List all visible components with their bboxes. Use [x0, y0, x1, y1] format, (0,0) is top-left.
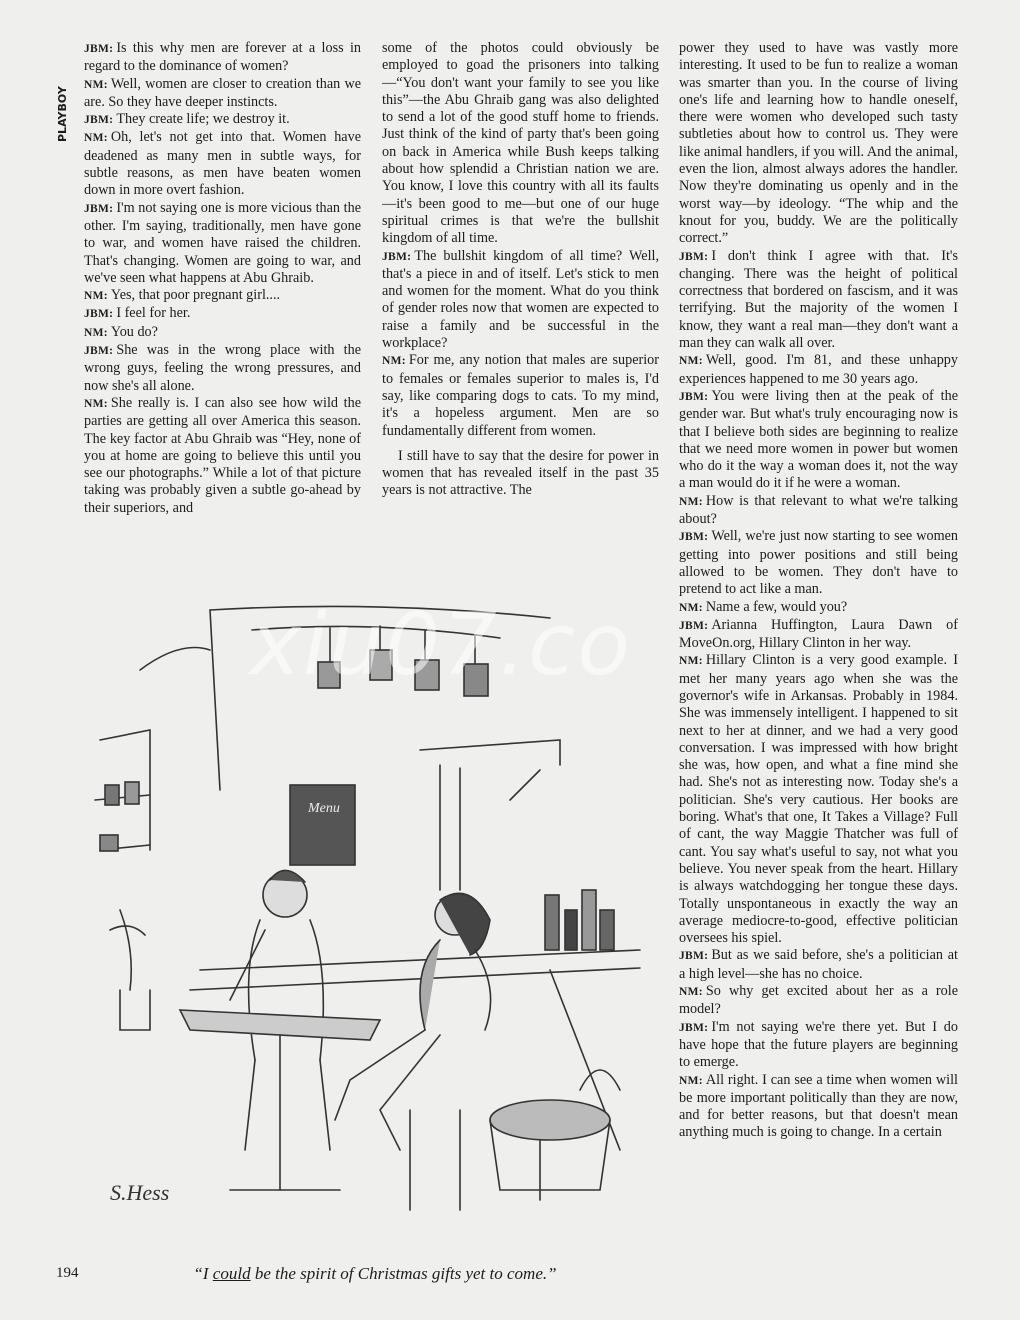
text-column-2	[382, 40, 659, 500]
interview-paragraph	[84, 129, 361, 199]
interview-paragraph	[84, 111, 361, 129]
interview-paragraph	[84, 200, 361, 287]
artist-signature: S.Hess	[110, 1180, 170, 1205]
paragraph-text: Well, women are closer to creation than we are. So they have deeper instincts.	[84, 75, 361, 110]
interview-paragraph	[84, 40, 361, 76]
interview-paragraph	[679, 493, 958, 529]
interview-paragraph	[679, 352, 958, 388]
interview-paragraph	[84, 342, 361, 395]
interview-paragraph	[679, 40, 958, 248]
interview-paragraph	[679, 528, 958, 598]
speaker-label: NM:	[679, 986, 703, 999]
caption-pre: “I	[193, 1264, 213, 1283]
interview-paragraph	[679, 1072, 958, 1142]
speaker-label: NM:	[679, 1074, 703, 1087]
paragraph-text: You do?	[110, 323, 158, 340]
caption-post: be the spirit of Christmas gifts yet to come.”	[250, 1264, 557, 1283]
interview-paragraph	[84, 395, 361, 517]
paragraph-text: Arianna Huffington, Laura Dawn of MoveOn.org, Hillary Clinton in her way.	[679, 616, 958, 652]
speaker-label: JBM:	[84, 202, 114, 215]
paragraph-text: For me, any notion that males are superior to females or females superior to males is, I'd say, like comparing dogs to cats. To my mind, it's a hopeless argument. Men are so fundamentally different from women.	[382, 352, 659, 439]
speaker-label: JBM:	[679, 950, 709, 963]
text-column-3	[679, 40, 958, 1142]
paragraph-text: She really is. I can also see how wild the parties are getting all over America this season. The key factor at Abu Ghraib was “Hey, none of you at home are going to believe this until you see our photographs.” While a lot of that picture taking was probably given a subtle go-ahead by their superiors, and	[84, 394, 361, 516]
paragraph-text: All right. I can see a time when women will be more important politically than they are now, and for better reasons, but that doesn't mean anything much is going to change. In a certain	[679, 1071, 958, 1141]
paragraph-text: So why get excited about her as a role model?	[679, 983, 958, 1018]
paragraph-text: How is that relevant to what we're talking about?	[679, 492, 958, 528]
speaker-label: NM:	[382, 355, 406, 368]
interview-paragraph	[679, 947, 958, 983]
interview-paragraph	[382, 248, 659, 353]
speaker-label: JBM:	[84, 308, 114, 321]
paragraph-text: They create life; we destroy it.	[116, 111, 290, 128]
speaker-label: NM:	[679, 655, 703, 668]
paragraph-text: But as we said before, she's a politician at a high level—she has no choice.	[679, 947, 958, 982]
interview-paragraph	[679, 599, 958, 617]
speaker-label: JBM:	[679, 531, 709, 544]
speaker-label: NM:	[679, 495, 703, 508]
paragraph-text: I don't think I agree with that. It's changing. There was the height of political correctness that bordered on fascism, and it was terrifying. But the majority of the women I know, they want a real man—they don't want a man they can walk all over.	[679, 247, 958, 352]
paragraph-text: Is this why men are forever at a loss in regard to the dominance of women?	[84, 40, 361, 75]
speaker-label: NM:	[84, 132, 108, 145]
paragraph-text: I'm not saying we're there yet. But I do have hope that the future players are beginning to emerge.	[679, 1018, 958, 1071]
paragraph-text: Yes, that poor pregnant girl....	[110, 287, 281, 304]
interview-paragraph	[382, 352, 659, 439]
text-column-1	[84, 40, 361, 517]
paragraph-text: Hillary Clinton is a very good example. I met her many years ago when she was the governor's wife in Arkansas. Probably in 1984. She was immensely intelligent. I happened to sit next to her at dinner, and we had a very good conversation. I was impressed with how bright she was, how open, and what a fine mind she had. She's not as interesting now. Today she's a politician. She's very cautious. Her books are boring. What's that one, It Takes a Village? Full of cant, the way Maggie Thatcher was full of cant. You say what's useful to say, not what you believe. You never speak from the heart. Hillary is always watchdogging her tongue these days. Totally unspontaneous in exactly the way an average mediocre-to-good, effective politician oversees his spiel.	[679, 652, 958, 947]
watermark-text: xiu07.co	[250, 595, 632, 695]
interview-paragraph	[84, 324, 361, 342]
speaker-label: NM:	[84, 326, 108, 339]
interview-paragraph	[382, 40, 659, 248]
speaker-label: NM:	[679, 601, 703, 614]
speaker-label: JBM:	[679, 1021, 709, 1034]
paragraph-text: some of the photos could obviously be employed to goad the prisoners into talking—“You don't want your family to see you like this”—the Abu Ghraib gang was also delighted to send a lot of the good stuff home to friends. Just think of the kind of party that's been going on back in America while Bush keeps talking about how splendid a Christian nation we are. You know, I love this country with all its faults—it's been good to me—but one of our huge spiritual crimes is that we're the bullshit kingdom of all time.	[382, 40, 659, 247]
speaker-label: NM:	[84, 397, 108, 410]
paragraph-text: Well, good. I'm 81, and these unhappy experiences happened to me 30 years ago.	[679, 352, 958, 387]
menu-board-text: Menu	[308, 801, 340, 816]
interview-paragraph	[679, 388, 958, 493]
interview-paragraph	[679, 1019, 958, 1072]
speaker-label: JBM:	[679, 390, 709, 403]
interview-paragraph	[382, 448, 659, 500]
paragraph-text: I still have to say that the desire for power in women that has revealed itself in the past 35 years is not attractive. The	[382, 447, 659, 499]
interview-paragraph	[679, 248, 958, 353]
paragraph-text: power they used to have was vastly more interesting. It used to be fun to realize a woman was smarter than you. In the course of living one's life and learning how to handle oneself, there were women who developed such tasty subtleties about how to control us. They were like animal handlers, if you will. And the animal, even the lion, almost always adores the handler. Now they're dominating us openly and in the worst way—by ideology. “The whip and the knout for you, buddy. We are the politically correct.”	[679, 40, 958, 247]
paragraph-text: Well, we're just now starting to see women getting into power positions and still being allowed to be women. They don't have to pretend to act like a man.	[679, 528, 958, 598]
speaker-label: JBM:	[382, 250, 412, 263]
interview-paragraph	[84, 287, 361, 305]
interview-paragraph	[679, 617, 958, 653]
masthead-vertical: PLAYBOY	[56, 86, 69, 142]
page-number: 194	[56, 1265, 79, 1281]
speaker-label: JBM:	[679, 619, 709, 632]
paragraph-text: Name a few, would you?	[705, 598, 848, 615]
paragraph-text: The bullshit kingdom of all time? Well, that's a piece in and of itself. Let's stick to men and women for the moment. What do you think of gender roles now that women are expected to raise a family and be successful in the workplace?	[382, 247, 659, 352]
interview-paragraph	[679, 983, 958, 1019]
paragraph-text: I'm not saying one is more vicious than the other. I'm saying, traditionally, men have gone to war, and women have raised the children. That's changing. Women are going to war, and we've seen what happens at Abu Ghraib.	[84, 199, 361, 286]
paragraph-text: She was in the wrong place with the wrong guys, feeling the wrong pressures, and now she's all alone.	[84, 342, 361, 394]
speaker-label: JBM:	[84, 114, 114, 127]
paragraph-text: I feel for her.	[116, 305, 191, 322]
speaker-label: NM:	[84, 290, 108, 303]
cartoon-caption	[160, 1264, 590, 1284]
caption-emphasis: could	[212, 1264, 251, 1283]
speaker-label: JBM:	[679, 250, 709, 263]
speaker-label: NM:	[679, 355, 703, 368]
interview-paragraph	[679, 652, 958, 947]
interview-paragraph	[84, 305, 361, 323]
paragraph-text: Oh, let's not get into that. Women have deadened as many men in subtle ways, for subtle reasons, as men have beaten women down in more overt fashion.	[84, 129, 361, 199]
speaker-label: JBM:	[84, 345, 114, 358]
speaker-label: JBM:	[84, 43, 114, 55]
paragraph-text: You were living then at the peak of the gender war. But what's truly encouraging now is that I believe both sides are beginning to realize that we need more women in power but women who do it the way a woman does it, not the way a man would do it if he were a woman.	[679, 387, 958, 492]
interview-paragraph	[84, 76, 361, 112]
speaker-label: NM:	[84, 78, 108, 91]
